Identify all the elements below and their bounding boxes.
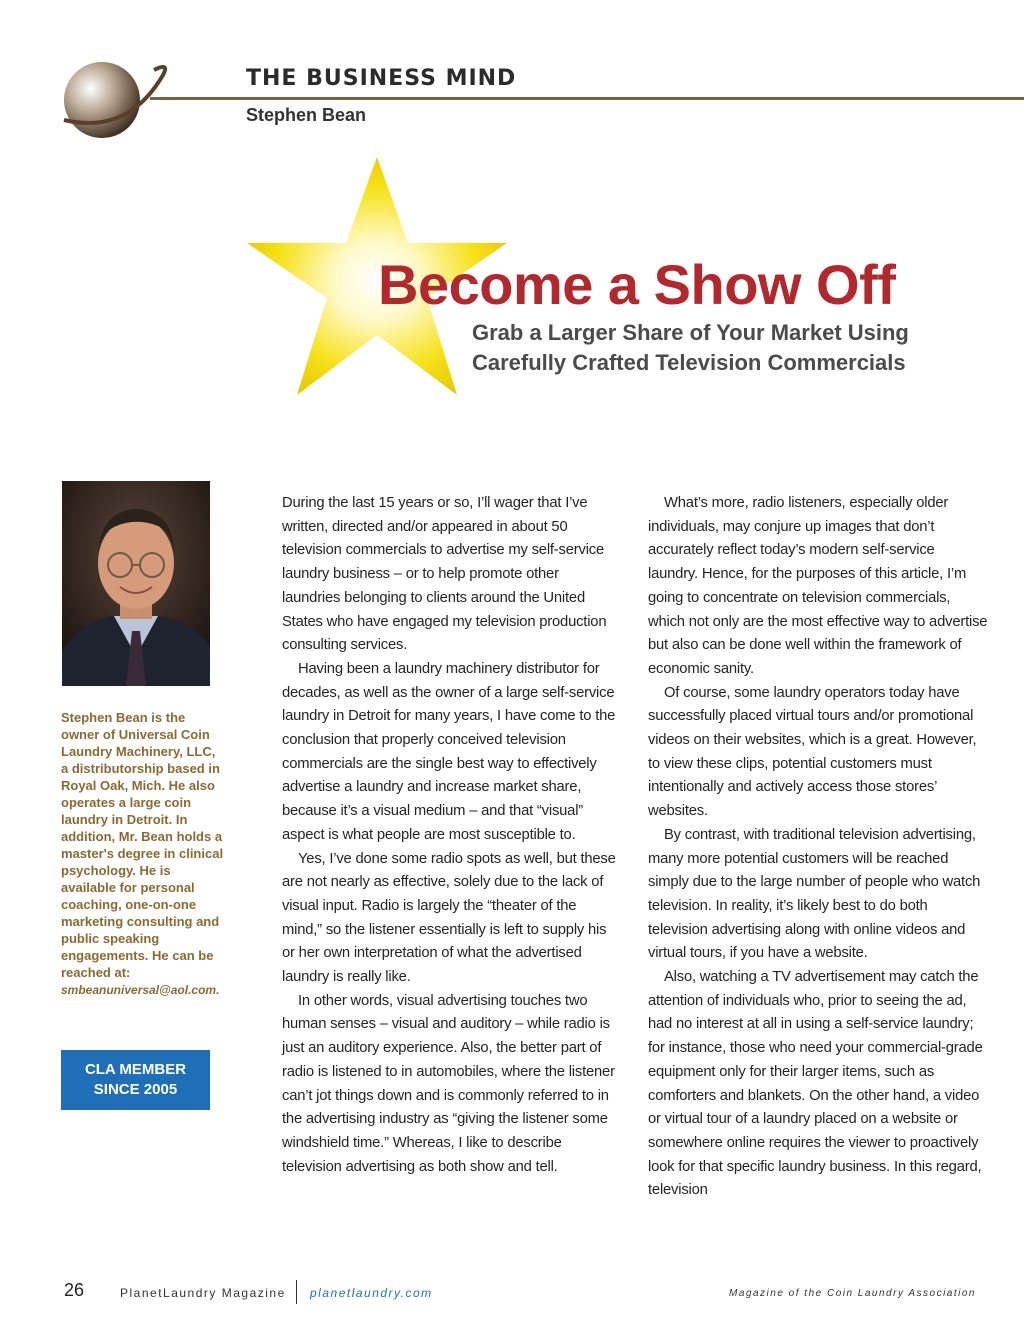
- article-headline: Become a Show Off: [378, 253, 896, 316]
- badge-line-2: SINCE 2005: [93, 1081, 178, 1098]
- subheadline-line-2: Carefully Crafted Television Commercials: [472, 350, 906, 375]
- author-photo: [62, 481, 210, 686]
- paragraph: Also, watching a TV advertisement may catch the attention of individuals who, prior to seeing the ad, had no interest at all in using a self-service laundry; for instance, those who need your commercial-grade equipment only for their larger items, such as comforters and blankets. On the other hand, a video or virtual tour of a laundry placed on a website or somewhere online requires the viewer to proactively look for that specific laundry business. In this regard, television: [648, 969, 983, 1199]
- planet-logo-icon: [58, 50, 178, 150]
- subheadline-line-1: Grab a Larger Share of Your Market Using: [472, 320, 909, 345]
- paragraph: Having been a laundry machinery distributor for decades, as well as the owner of a large self-service laundry in Detroit for many years, I have come to the conclusion that properly conceived television commercials are the single best way to effectively advertise a laundry and increase market share, because it’s a visual medium – and that “visual” aspect is what people are most susceptible to.: [282, 660, 616, 843]
- page-number: 26: [64, 1280, 85, 1300]
- paragraph: Yes, I’ve done some radio spots as well, but these are not nearly as effective, solely due to the lack of visual input. Radio is largely the “theater of the mind,” so the listener essentially is left to supply his or her own interpretation of what the advertised laundry is really like.: [282, 850, 616, 986]
- cla-member-badge: [61, 1050, 210, 1110]
- article-subheadline: [472, 318, 972, 378]
- paragraph: By contrast, with traditional television advertising, many more potential customers will be reached simply due to the large number of people who watch television. In reality, it’s likely best to do both television advertising along with online videos and virtual tours, if you have a website.: [648, 826, 981, 962]
- badge-line-1: CLA MEMBER: [84, 1061, 187, 1078]
- paragraph: What’s more, radio listeners, especially older individuals, may conjure up images that don’t accurately reflect today’s modern self-service laundry. Hence, for the purposes of this article, I’m going to concentrate on television commercials, which not only are the most effective way to advertise but also can be done well within the framework of economic sanity.: [648, 495, 988, 677]
- header-rule: [150, 97, 1024, 100]
- footer-website-link[interactable]: planetlaundry.com: [310, 1286, 433, 1300]
- paragraph: In other words, visual advertising touches two human senses – visual and auditory – while radio is just an auditory experience. Also, the better part of radio is listened to in automobiles, where the listener can’t jot things down and is commonly referred to in the advertising industry as “giving the listener some windshield time.” Whereas, I like to describe television advertising as both show and tell.: [282, 992, 615, 1175]
- section-title: THE BUSINESS MIND: [246, 66, 517, 91]
- author-bio: [61, 709, 226, 999]
- author-bio-text: Stephen Bean is the owner of Universal Coin Laundry Machinery, LLC, a distributorship based in Royal Oak, Mich. He also operates a large coin laundry in Detroit. In addition, Mr. Bean holds a master's degree in clinical psychology. He is available for personal coaching, one-on-one marketing consulting and public speaking engagements. He can be reached at:: [61, 710, 224, 980]
- author-email: smbeanuniversal@aol.com.: [61, 983, 220, 997]
- paragraph: Of course, some laundry operators today have successfully placed virtual tours and/or promotional videos on their websites, which is a great. However, to view these clips, potential customers must intentionally and actively access those stores’ websites.: [648, 684, 977, 820]
- article-column-2: [648, 492, 988, 1203]
- footer-association: Magazine of the Coin Laundry Association: [729, 1288, 976, 1299]
- author-name: Stephen Bean: [246, 105, 367, 125]
- footer-magazine-name: PlanetLaundry Magazine: [120, 1286, 286, 1300]
- article-column-1: [282, 492, 620, 1179]
- footer-separator: [296, 1280, 297, 1304]
- paragraph: During the last 15 years or so, I’ll wager that I’ve written, directed and/or appeared in about 50 television commercials to advertise my self-service laundry business – or to help promote other laundries belonging to clients around the United States who have engaged my television production consulting services.: [282, 495, 607, 654]
